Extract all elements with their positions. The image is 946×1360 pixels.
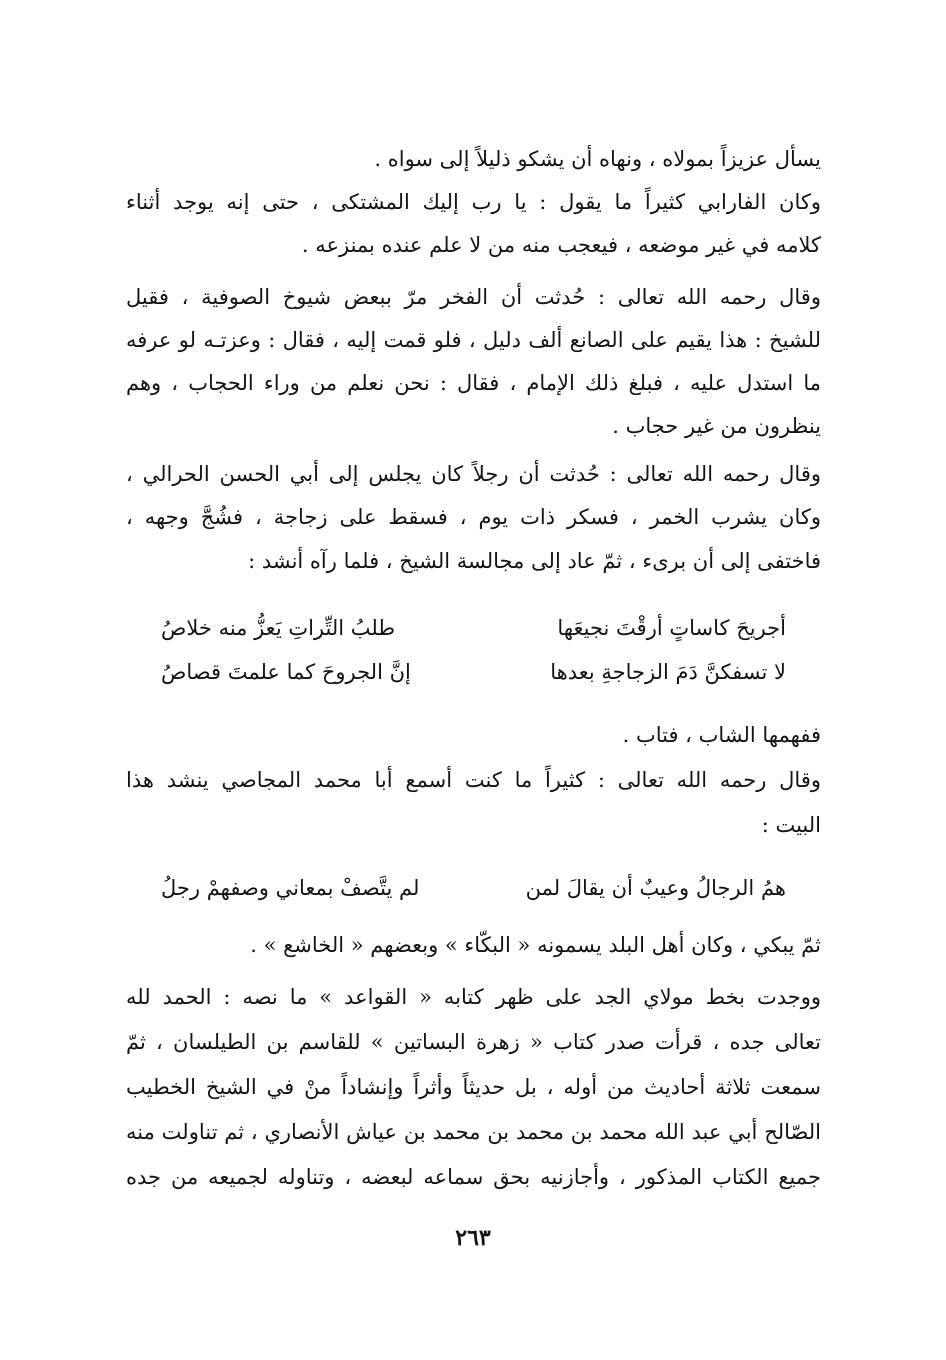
text-line: ثمّ يبكي ، وكان أهل البلد يسمونه « البكّاء » وبعضهم « الخاشع » . [250, 933, 821, 957]
poem-verse [161, 870, 786, 906]
text-line: وقال رحمه الله تعالى : حُدثت أن رجلاً كان يجلس إلى أبي الحسن الحرالي ، [126, 462, 821, 486]
text-line: ووجدت بخط مولاي الجد على ظهر كتابه « القواعد » ما نصه : الحمد لله [126, 985, 821, 1009]
text-line: ينظرون من غير حجاب . [612, 414, 821, 438]
text-line: للشيخ : هذا يقيم على الصانع ألف دليل ، فلو قمت إليه ، فقال : وعزتـه لو عرفه [126, 328, 821, 352]
text-line: يسأل عزيزاً بمولاه ، ونهاه أن يشكو ذليلاً إلى سواه . [374, 147, 821, 171]
verse-second-hemistich: لم يتَّصفْ بمعاني وصفهمْ رجلُ [161, 876, 420, 900]
verse-first-hemistich: أجريحَ كاساتٍ أرقْتَ نجيعَها [557, 616, 786, 640]
text-line: سمعت ثلاثة أحاديث من أوله ، بل حديثاً وأثراً وإنشاداً منْ في الشيخ الخطيب [126, 1075, 821, 1099]
text-line: تعالى جده ، قرأت صدر كتاب « زهرة البساتين » للقاسم بن الطيلسان ، ثمّ [126, 1030, 821, 1054]
verse-second-hemistich: إنَّ الجروحَ كما علمتَ قصاصُ [161, 660, 411, 684]
page-number: ٢٦٣ [455, 1225, 491, 1251]
text-line: وقال رحمه الله تعالى : كثيراً ما كنت أسمع أبا محمد المجاصي ينشد هذا [126, 768, 821, 792]
text-line: كلامه في غير موضعه ، فيعجب منه من لا علم عنده بمنزعه . [301, 233, 821, 257]
text-line: ما استدل عليه ، فبلغ ذلك الإمام ، فقال : نحن نعلم من وراء الحجاب ، وهم [126, 371, 821, 395]
verse-first-hemistich: همُ الرجالُ وعيبٌ أن يقالَ لمن [525, 876, 786, 900]
text-line: جميع الكتاب المذكور ، وأجازنيه بحق سماعه لبعضه ، وتناوله لجميعه من جده [126, 1165, 821, 1189]
text-line: وكان الفارابي كثيراً ما يقول : يا رب إليك المشتكى ، حتى إنه يوجد أثناء [126, 190, 821, 214]
text-line: الصّالح أبي عبد الله محمد بن محمد بن محمد بن عياش الأنصاري ، ثم تناولت منه [126, 1120, 821, 1144]
verse-first-hemistich: لا تسفكنَّ دَمَ الزجاجةِ بعدها [550, 660, 786, 684]
text-line: وقال رحمه الله تعالى : حُدثت أن الفخر مرّ ببعض شيوخ الصوفية ، فقيل [126, 285, 821, 309]
poem-verse [161, 610, 786, 646]
text-line: البيت : [761, 813, 821, 837]
text-line: ففهمها الشاب ، فتاب . [622, 723, 821, 747]
verse-second-hemistich: طلبُ التِّراتِ يَعزُّ منه خلاصُ [161, 616, 396, 640]
text-line: فاختفى إلى أن برىء ، ثمّ عاد إلى مجالسة الشيخ ، فلما رآه أنشد : [248, 549, 821, 573]
poem-verse [161, 654, 786, 690]
text-line: وكان يشرب الخمر ، فسكر ذات يوم ، فسقط على زجاجة ، فشُجَّ وجهه ، [126, 505, 821, 529]
